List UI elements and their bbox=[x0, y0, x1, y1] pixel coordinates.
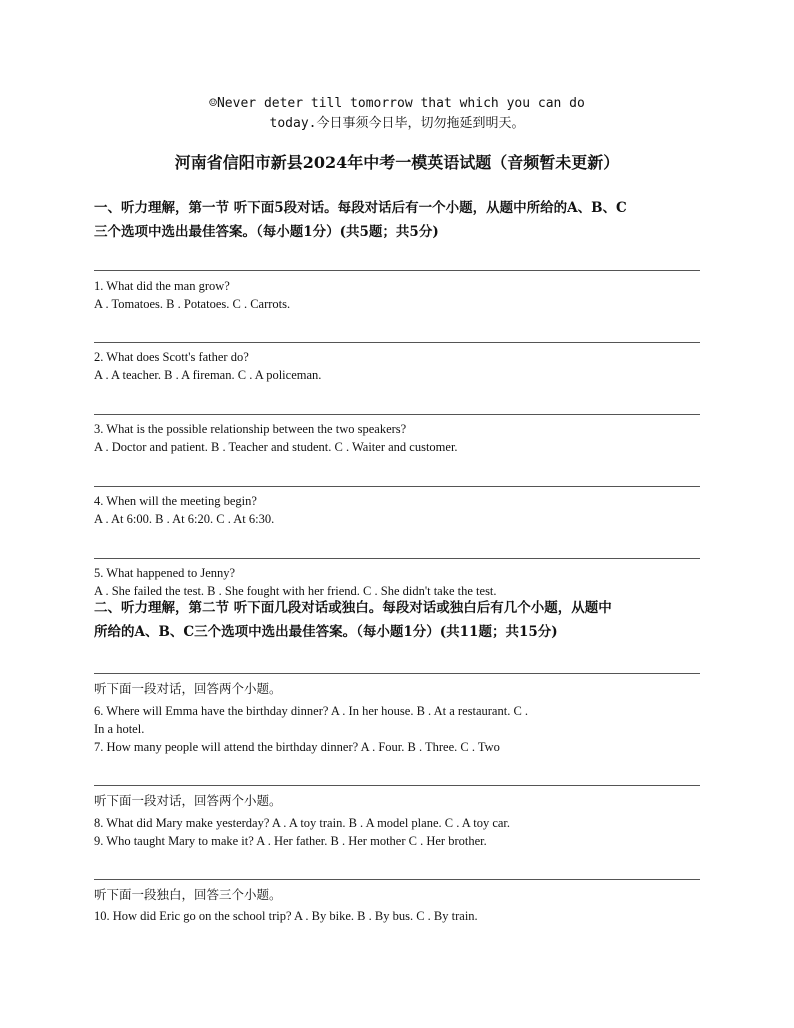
section-2-heading-line-1: 二、听力理解，第二节 听下面几段对话或独白。每段对话或独白后有几个小题，从题中 bbox=[94, 600, 612, 616]
motto-line-2: today.今日事须今日毕，切勿拖延到明天。 bbox=[269, 116, 525, 131]
question-10: 10. How did Eric go on the school trip? A . By bike. B . By bus. C . By train. bbox=[94, 909, 478, 923]
divider bbox=[94, 486, 700, 487]
answer-options-5: A . She failed the test. B . She fought with her friend. C . She didn't take the test. bbox=[94, 584, 497, 598]
motto bbox=[170, 94, 624, 134]
divider bbox=[94, 673, 700, 674]
divider bbox=[94, 342, 700, 343]
answer-options-1: A . Tomatoes. B . Potatoes. C . Carrots. bbox=[94, 297, 291, 311]
question-5: 5. What happened to Jenny? bbox=[94, 566, 236, 580]
answer-options-3: A . Doctor and patient. B . Teacher and student. C . Waiter and customer. bbox=[94, 440, 458, 454]
question-8: 8. What did Mary make yesterday? A . A toy train. B . A model plane. C . A toy car. bbox=[94, 816, 511, 830]
page-title: 河南省信阳市新县2024年中考一模英语试题（音频暂未更新） bbox=[174, 153, 620, 172]
question-9: 9. Who taught Mary to make it? A . Her father. B . Her mother C . Her brother. bbox=[94, 834, 487, 848]
divider bbox=[94, 879, 700, 880]
section-1-heading-line-1: 一、听力理解，第一节 听下面5段对话。每段对话后有一个小题，从题中所给的A、B、C bbox=[94, 200, 627, 216]
divider bbox=[94, 785, 700, 786]
section-2-heading bbox=[94, 596, 706, 644]
group-3-intro: 听下面一段独白，回答三个小题。 bbox=[94, 887, 282, 902]
question-6: 6. Where will Emma have the birthday dinner? A . In her house. B . At a restaurant. C . bbox=[94, 704, 529, 718]
divider bbox=[94, 270, 700, 271]
section-2-heading-line-2: 所给的A、B、C三个选项中选出最佳答案。（每小题1分）(共11题；共15分) bbox=[94, 624, 558, 640]
question-6-continued: In a hotel. bbox=[94, 722, 145, 736]
question-2: 2. What does Scott's father do? bbox=[94, 350, 249, 364]
motto-line-1: ☺Never deter till tomorrow that which you can do bbox=[209, 96, 585, 111]
section-1-heading bbox=[94, 196, 706, 244]
divider bbox=[94, 414, 700, 415]
answer-options-2: A . A teacher. B . A fireman. C . A policeman. bbox=[94, 368, 322, 382]
question-7: 7. How many people will attend the birthday dinner? A . Four. B . Three. C . Two bbox=[94, 740, 500, 754]
group-1-intro: 听下面一段对话，回答两个小题。 bbox=[94, 681, 282, 696]
question-4: 4. When will the meeting begin? bbox=[94, 494, 257, 508]
group-2-intro: 听下面一段对话，回答两个小题。 bbox=[94, 793, 282, 808]
question-1: 1. What did the man grow? bbox=[94, 279, 230, 293]
section-1-heading-line-2: 三个选项中选出最佳答案。（每小题1分）(共5题；共5分) bbox=[94, 224, 439, 240]
divider bbox=[94, 558, 700, 559]
question-3: 3. What is the possible relationship between the two speakers? bbox=[94, 422, 407, 436]
answer-options-4: A . At 6:00. B . At 6:20. C . At 6:30. bbox=[94, 512, 275, 526]
